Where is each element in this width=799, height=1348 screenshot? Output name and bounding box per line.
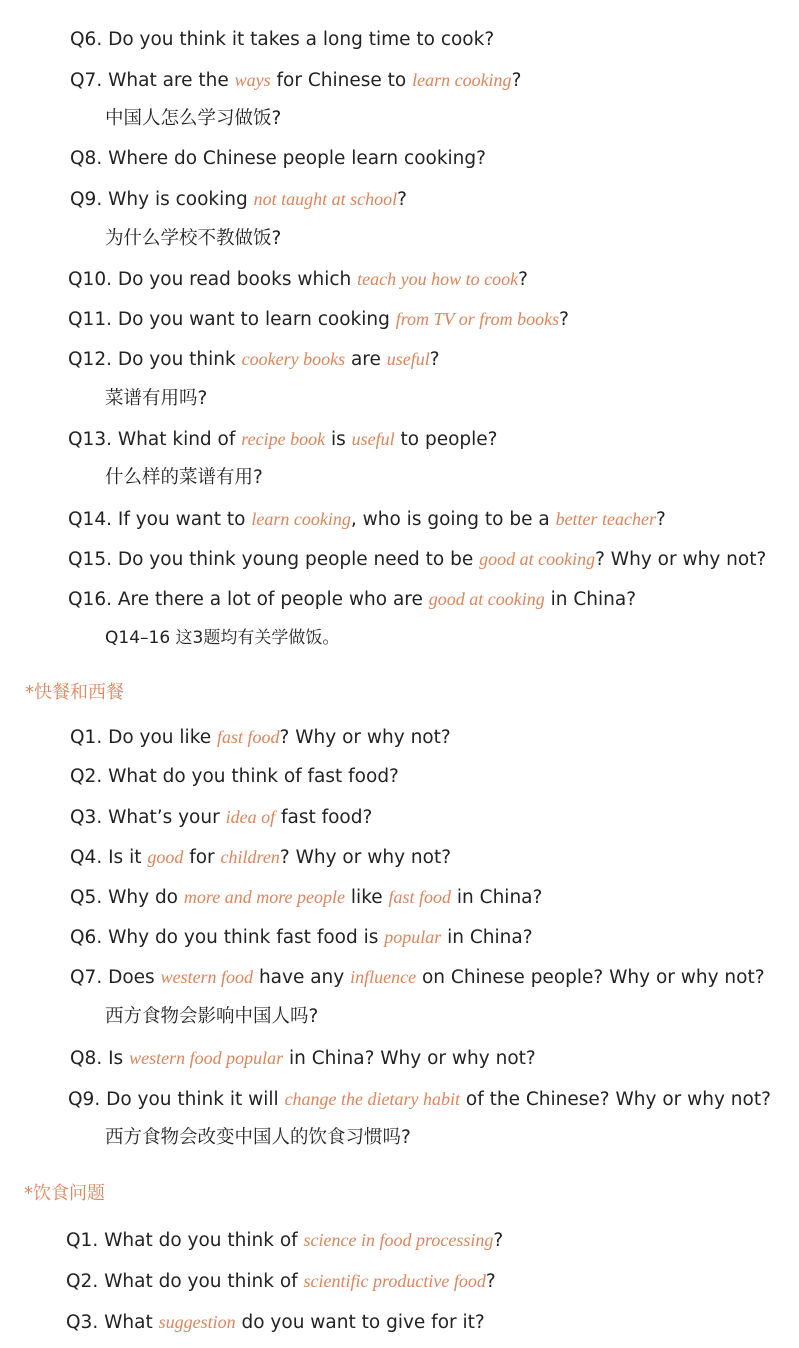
highlight-phrase: influence [350,967,417,987]
text-segment: 为什么学校不教做饭? [105,228,282,249]
text-segment: have any [253,967,351,988]
highlight-phrase: fast food [388,887,452,907]
text-segment: Q15. Do you think young people need to be [68,549,480,570]
text-segment: 菜谱有用吗? [105,388,208,409]
text-segment: Q16. Are there a lot of people who are [68,589,429,610]
highlight-phrase: change the dietary habit [284,1089,461,1109]
question-line [68,427,498,452]
highlight-phrase: teach you how to cook [357,269,519,289]
text-segment: fast food? [275,807,373,828]
question-line [68,587,636,612]
highlight-phrase: good at cooking [479,549,596,569]
highlight-phrase: idea of [225,807,276,827]
text-segment: ? Why or why not? [279,727,451,748]
question-line [70,187,407,212]
text-segment: is [325,429,352,450]
question-line [68,547,766,572]
highlight-phrase: more and more people [183,887,346,907]
question-line [105,466,263,490]
highlight-phrase: good at cooking [428,589,545,609]
question-line [105,387,207,411]
question-line [70,805,372,830]
text-segment: Q5. Why do [70,887,184,908]
question-line [70,845,451,870]
text-segment: do you want to give for it? [235,1312,485,1333]
question-line [70,765,399,789]
question-line [70,725,451,750]
text-segment: Q1. Do you like [70,727,218,748]
question-line [105,1126,411,1150]
text-segment: 中国人怎么学习做饭? [105,108,282,129]
text-segment: Q9. Do you think it will [68,1089,285,1110]
text-segment: Q7. What are the [70,70,235,91]
highlight-phrase: good [147,847,184,867]
highlight-phrase: western food popular [129,1048,284,1068]
text-segment: Q14–16 这3题均有关学做饭。 [105,628,340,648]
text-segment: ? Why or why not? [595,549,767,570]
highlight-phrase: learn cooking [251,509,351,529]
text-segment: Q3. What’s your [70,807,226,828]
highlight-phrase: useful [386,349,430,369]
highlight-phrase: recipe book [241,429,326,449]
highlight-phrase: western food [160,967,254,987]
question-line [70,147,486,171]
text-segment: for Chinese to [270,70,413,91]
text-segment: Q10. Do you read books which [68,269,358,290]
text-segment: , who is going to be a [350,509,556,530]
text-segment: Q6. Why do you think fast food is [70,927,385,948]
text-segment: Q2. What do you think of fast food? [70,766,399,787]
question-line [70,68,521,93]
question-line [105,1005,318,1029]
text-segment: ? [559,309,569,330]
text-segment: like [345,887,389,908]
highlight-phrase: popular [384,927,442,947]
text-segment: Q7. Does [70,967,161,988]
text-segment: Q12. Do you think [68,349,242,370]
highlight-phrase: cookery books [241,349,346,369]
question-line [66,1269,496,1294]
text-segment: Q1. What do you think of [66,1230,304,1251]
text-segment: in China? [451,887,543,908]
text-segment: *饮食问题 [24,1183,105,1204]
highlight-phrase: from TV or from books [395,309,560,329]
text-segment: Q13. What kind of [68,429,242,450]
text-segment: Q14. If you want to [68,509,252,530]
text-segment: Q6. Do you think it takes a long time to cook? [70,29,495,50]
text-segment: Q4. Is it [70,847,148,868]
text-segment: ? [485,1271,496,1292]
highlight-phrase: better teacher [555,509,657,529]
question-line [68,507,666,532]
question-line [70,885,542,910]
highlight-phrase: science in food processing [303,1230,494,1250]
question-line [66,1310,485,1335]
highlight-phrase: learn cooking [412,70,512,90]
text-segment: 什么样的菜谱有用? [105,467,263,488]
text-segment: Q9. Why is cooking [70,189,254,210]
question-line [68,307,569,332]
text-segment: ? [493,1230,504,1251]
highlight-phrase: suggestion [158,1312,236,1332]
section-heading [24,1182,105,1206]
text-segment: ? [518,269,528,290]
text-segment: ? Why or why not? [279,847,452,868]
text-segment: of the Chinese? Why or why not? [460,1089,771,1110]
highlight-phrase: ways [234,70,271,90]
question-line [105,107,281,131]
text-segment: ? [656,509,666,530]
question-line [105,227,281,251]
question-line [70,925,533,950]
text-segment: Q2. What do you think of [66,1271,304,1292]
question-line [70,28,494,52]
text-segment: in China? [544,589,637,610]
text-segment: Q3. What [66,1312,159,1333]
text-segment: in China? Why or why not? [283,1048,536,1069]
text-segment: Q8. Where do Chinese people learn cooking? [70,148,486,169]
question-line [105,626,339,650]
text-segment: 西方食物会改变中国人的饮食习惯吗? [105,1127,411,1148]
question-line [70,965,765,990]
text-segment: to people? [394,429,498,450]
text-segment: ? [511,70,522,91]
highlight-phrase: scientific productive food [303,1271,486,1291]
highlight-phrase: fast food [217,727,280,747]
text-segment: ? [429,349,440,370]
highlight-phrase: useful [351,429,395,449]
question-line [68,267,528,292]
text-segment: for [183,847,221,868]
question-line [68,1087,771,1112]
highlight-phrase: children [220,847,280,867]
text-segment: are [345,349,387,370]
section-heading [25,681,124,705]
text-segment: in China? [441,927,533,948]
text-segment: *快餐和西餐 [25,682,124,703]
text-segment: Q11. Do you want to learn cooking [68,309,396,330]
text-segment: 西方食物会影响中国人吗? [105,1006,319,1027]
text-segment: Q8. Is [70,1048,130,1069]
highlight-phrase: not taught at school [253,189,398,209]
text-segment: ? [397,189,407,210]
text-segment: on Chinese people? Why or why not? [416,967,765,988]
question-line [68,347,440,372]
question-line [70,1046,536,1071]
question-line [66,1228,503,1253]
